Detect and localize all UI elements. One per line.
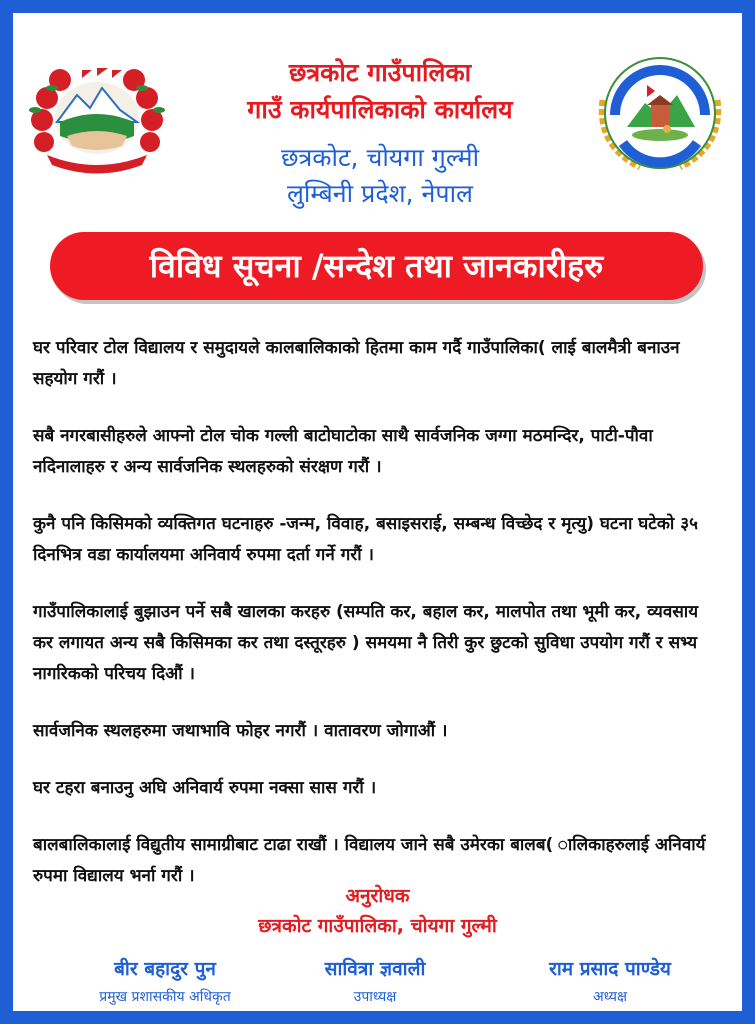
requester-org: छत्रकोट गाउँपालिका, चोयगा गुल्मी [258,915,497,937]
signatory-title: उपाध्यक्ष [353,989,397,1005]
office-name: गाउँ कार्यपालिकाको कार्यालय [247,95,513,124]
notice-item: गाउँपालिकालाई बुझाउन पर्ने सबै खालका करहरु (सम्पति कर, बहाल कर, मालपोत तथा भूमी कर, व्यवसाय कर लगायत अन्य सबै किसिमका कर तथा दस्तूरहरु ) समयमा नै तिरी कुर छुटको सुविधा उपयोग गरौं र सभ्य नागरिकको परिचय दिऔं । [33,602,699,684]
signatory-chair [500,955,720,1006]
notice-item: घर टहरा बनाउनु अघि अनिवार्य रुपमा नक्सा सास गरौं । [33,778,377,798]
notice-item: कुनै पनि किसिमको व्यक्तिगत घटनाहरु -जन्म, विवाह, बसाइसराई, सम्बन्ध विच्छेद र मृत्यु) घटना घटेको ३५ दिनभित्र वडा कार्यालयमा अनिवार्य रुपमा दर्ता गर्ने गरौं । [33,514,698,565]
banner-title: विविध सूचना /सन्देश तथा जानकारीहरु [149,247,604,285]
notice-list [33,333,723,918]
signatory-title: प्रमुख प्रशासकीय अधिकृत [99,989,231,1005]
signatory-name: राम प्रसाद पाण्डेय [549,958,671,980]
signatory-cao [55,955,275,1006]
notice-item: घर परिवार टोल विद्यालय र समुदायले कालबालिकाको हितमा काम गर्दै गाउँपालिका( लाई बालमैत्री बनाउन सहयोग गरौं । [33,338,680,389]
requester-label: अनुरोधक [345,885,410,907]
notice-item: सबै नगरबासीहरुले आफ्नो टोल चोक गल्ली बाटोघाटोका साथै सार्वजनिक जग्गा मठमन्दिर, पाटी-पौवा नदिनालाहरु र अन्य सार्वजनिक स्थलहरुको संरक्षण गरौं । [33,426,653,477]
notice-item: बालबालिकालाई विद्युतीय सामाग्रीबाट टाढा राखौं । विद्यालय जाने सबै उमेरका बालब( ालिकाहरुलाई अनिवार्य रुपमा विद्यालय भर्ना गरौं । [33,835,706,886]
notice-item: सार्वजनिक स्थलहरुमा जथाभावि फोहर नगरौं । वातावरण जोगाऔं । [33,721,448,741]
signatory-name: बीर बहादुर पुन [114,958,216,980]
signatory-name: सावित्रा ज्ञवाली [324,958,426,980]
signatory-vice-chair [265,955,485,1006]
nepal-government-emblem-icon [22,50,172,180]
title-banner [50,232,703,300]
municipality-name: छत्रकोट गाउँपालिका [288,58,472,87]
municipality-logo-icon [585,45,735,180]
office-address: छत्रकोट, चोयगा गुल्मी [280,143,480,172]
province-country: लुम्बिनी प्रदेश, नेपाल [286,179,474,208]
signatory-title: अध्यक्ष [592,989,628,1005]
